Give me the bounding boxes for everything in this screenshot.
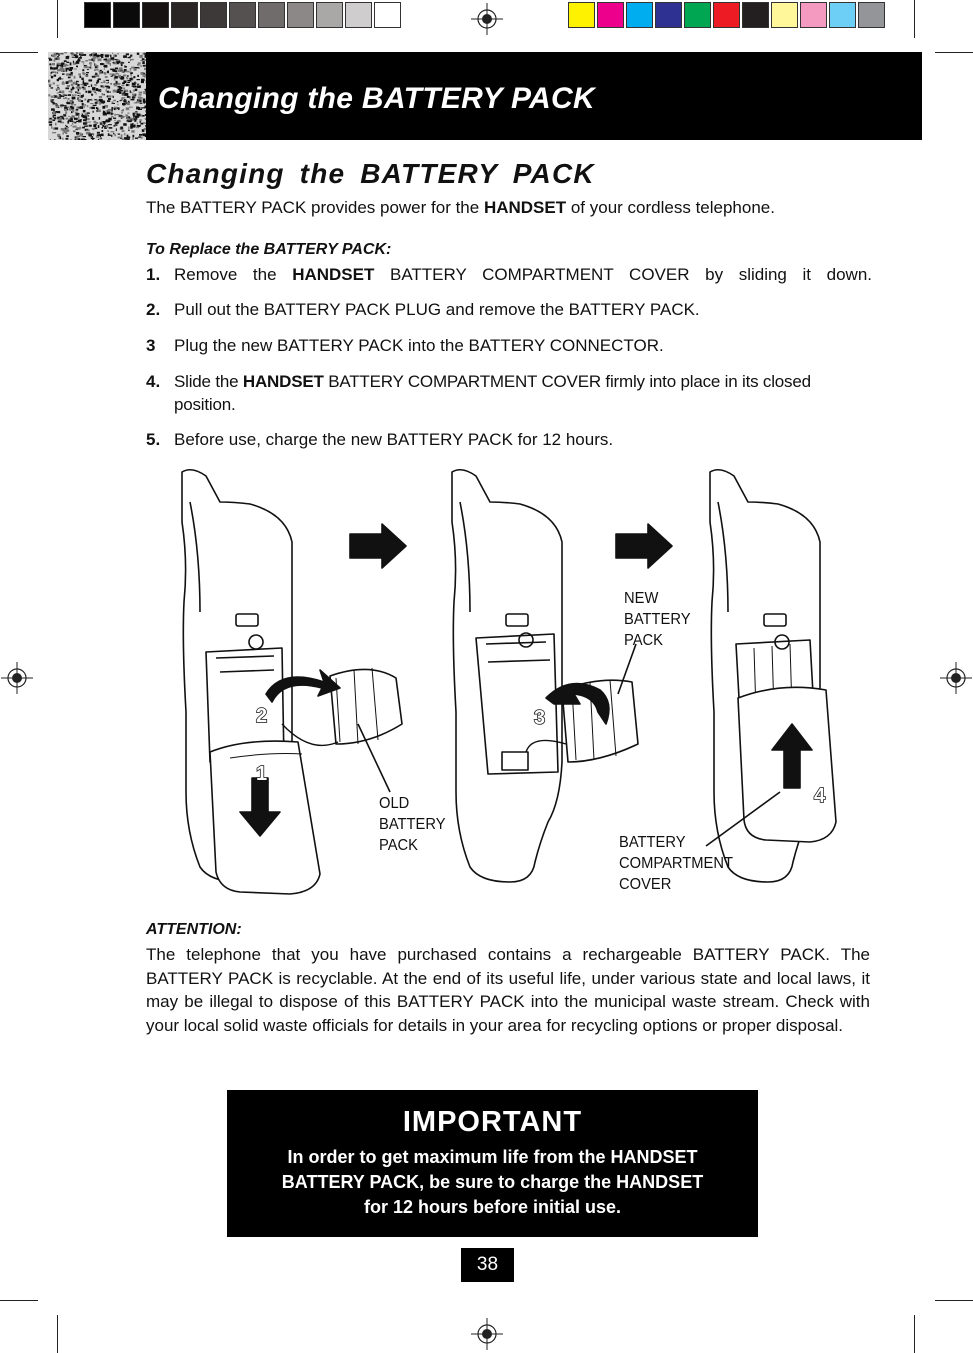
step-marker-2: 2 <box>256 705 268 727</box>
color-swatch <box>258 2 285 28</box>
color-swatch <box>655 2 682 28</box>
step-1 <box>146 263 872 286</box>
step-number: 4. <box>146 372 161 391</box>
replace-heading: To Replace the BATTERY PACK: <box>146 241 392 258</box>
important-title: IMPORTANT <box>402 1106 583 1138</box>
crop-mark <box>57 1315 58 1353</box>
color-swatch <box>142 2 169 28</box>
crop-mark <box>914 0 915 38</box>
step-2 <box>146 298 872 321</box>
handset-2-body <box>452 470 562 882</box>
step-number: 1. <box>146 265 161 284</box>
crop-mark <box>935 52 973 53</box>
step-marker-4: 4 <box>814 785 826 807</box>
color-swatch <box>829 2 856 28</box>
battery-replacement-diagram <box>170 462 890 902</box>
important-line: BATTERY PACK, be sure to charge the HANDSET <box>281 1172 704 1192</box>
color-swatch <box>316 2 343 28</box>
battery-compartment-cover-label: BATTERY COMPARTMENT COVER <box>619 834 733 893</box>
header-title: Changing the BATTERY PACK <box>158 82 595 115</box>
color-swatch <box>742 2 769 28</box>
color-swatch <box>713 2 740 28</box>
step-marker-1: 1 <box>256 763 268 785</box>
color-swatch <box>800 2 827 28</box>
color-swatch <box>200 2 227 28</box>
gray-color-bar <box>84 2 403 28</box>
header-texture-pattern <box>48 52 146 140</box>
new-battery-pack-label: NEW BATTERY PACK <box>624 590 691 649</box>
registration-mark-icon <box>471 1318 503 1350</box>
step-text: Pull out the BATTERY PACK PLUG and remove the BATTERY PACK. <box>174 300 700 319</box>
registration-mark-icon <box>940 662 972 694</box>
step-5 <box>146 428 872 451</box>
important-box <box>227 1090 758 1237</box>
color-swatch <box>287 2 314 28</box>
intro-bold: HANDSET <box>483 198 567 217</box>
step-text: Slide the HANDSET BATTERY COMPARTMENT COVER firmly into place in its closed position. <box>174 372 811 414</box>
crop-mark <box>0 1300 38 1301</box>
color-swatch <box>626 2 653 28</box>
crop-mark <box>57 0 58 38</box>
color-swatch <box>858 2 885 28</box>
diagram-illustration <box>170 462 890 902</box>
crop-mark <box>0 52 38 53</box>
registration-mark-icon <box>1 662 33 694</box>
attention-heading: ATTENTION: <box>146 921 242 938</box>
step-4 <box>146 370 872 416</box>
color-swatch <box>568 2 595 28</box>
step-number: 5. <box>146 430 161 449</box>
intro-text: The BATTERY PACK provides power for the HANDSET of your cordless telephone. <box>146 198 775 217</box>
old-battery-pack-label: OLD BATTERY PACK <box>379 795 446 854</box>
process-color-bar <box>568 2 887 28</box>
color-swatch <box>171 2 198 28</box>
step-3 <box>146 334 872 357</box>
crop-mark <box>935 1300 973 1301</box>
attention-body: The telephone that you have purchased contains a rechargeable BATTERY PACK. The BATTERY PACK is recyclable. At the end of its useful life, under various state and local laws, it may be illegal to dispose of this BATTERY PACK into the municipal waste stream. Check with your local solid waste officials for details in your area for recycling options or proper disposal. <box>146 945 870 1035</box>
color-swatch <box>597 2 624 28</box>
step-text: Before use, charge the new BATTERY PACK for 12 hours. <box>174 430 614 449</box>
color-swatch <box>229 2 256 28</box>
section-title: Changing the BATTERY PACK <box>146 158 595 189</box>
step-number: 3 <box>146 336 156 355</box>
color-swatch <box>345 2 372 28</box>
step-marker-3: 3 <box>534 707 546 729</box>
step-text: Plug the new BATTERY PACK into the BATTERY CONNECTOR. <box>174 336 664 355</box>
color-swatch <box>84 2 111 28</box>
step-text: Remove the HANDSET BATTERY COMPARTMENT COVER by sliding it down. <box>174 265 872 284</box>
handset-2-compartment <box>476 634 558 774</box>
old-battery-pack <box>330 669 402 744</box>
important-line: In order to get maximum life from the HANDSET <box>287 1147 698 1167</box>
page-number: 38 <box>461 1248 514 1282</box>
registration-mark-icon <box>471 3 503 35</box>
crop-mark <box>914 1315 915 1353</box>
color-swatch <box>374 2 401 28</box>
step-number: 2. <box>146 300 161 319</box>
color-swatch <box>684 2 711 28</box>
important-line: for 12 hours before initial use. <box>363 1197 622 1217</box>
color-swatch <box>113 2 140 28</box>
color-swatch <box>771 2 798 28</box>
